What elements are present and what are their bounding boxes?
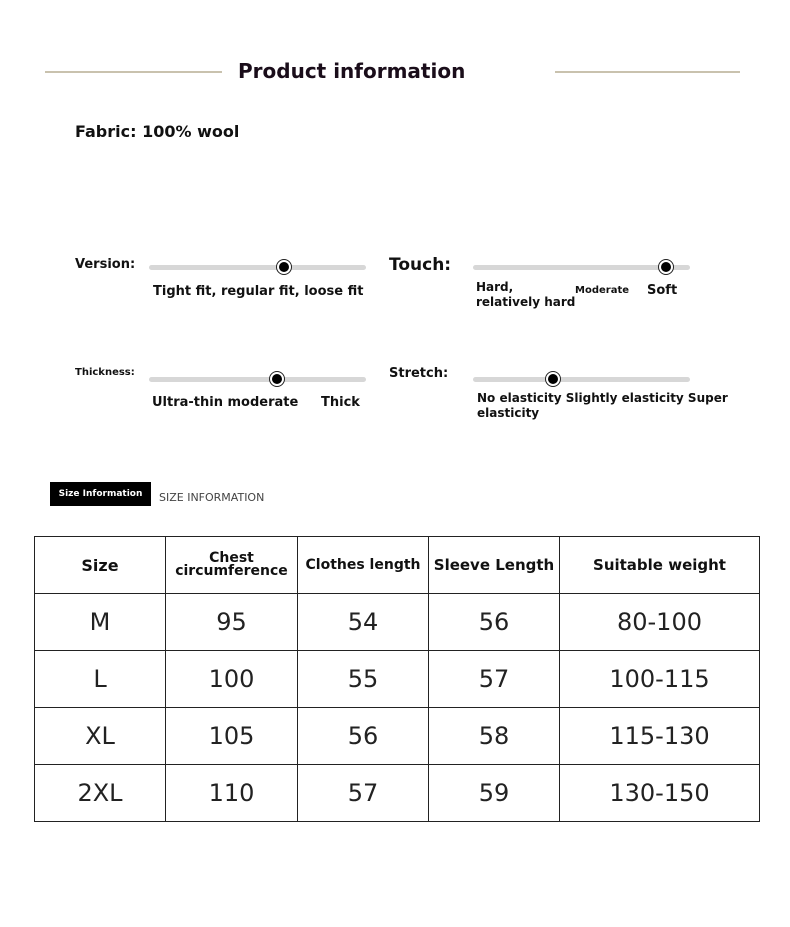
version-slider-track: [149, 265, 366, 270]
table-row: [35, 708, 760, 765]
size-info-badge: Size Information: [50, 482, 151, 506]
size-info-subtitle: SIZE INFORMATION: [159, 491, 265, 504]
cell-clothes-length: 57: [298, 765, 429, 822]
cell-clothes-length: 56: [298, 708, 429, 765]
touch-label: Touch:: [389, 255, 452, 275]
stretch-scale-text-1: No elasticity Slightly elasticity Super: [477, 391, 728, 405]
thickness-slider-track: [149, 377, 366, 382]
table-header-row: [35, 537, 760, 594]
thickness-ultra-text: Ultra-thin moderate: [152, 395, 299, 410]
cell-sleeve-length: 58: [429, 708, 560, 765]
page-title: Product information: [238, 59, 466, 83]
cell-chest: 110: [166, 765, 298, 822]
touch-slider-knob: [658, 259, 674, 275]
table-row: [35, 651, 760, 708]
thickness-label: Thickness:: [75, 367, 135, 378]
header-rule-left: [45, 71, 222, 73]
cell-chest: 105: [166, 708, 298, 765]
thickness-slider-knob: [269, 371, 285, 387]
header-chest: Chest circumference: [166, 537, 298, 594]
size-table: [34, 536, 760, 822]
version-label: Version:: [75, 257, 136, 272]
version-scale-text: Tight fit, regular fit, loose fit: [153, 284, 364, 299]
thickness-thick-text: Thick: [321, 395, 360, 410]
touch-hard-text-2: relatively hard: [476, 295, 576, 309]
fabric-info: Fabric: 100% wool: [75, 122, 240, 141]
cell-sleeve-length: 59: [429, 765, 560, 822]
header-clothes-length: Clothes length: [298, 537, 429, 594]
cell-sleeve-length: 57: [429, 651, 560, 708]
cell-size: M: [35, 594, 166, 651]
cell-clothes-length: 55: [298, 651, 429, 708]
stretch-scale-text-2: elasticity: [477, 406, 540, 420]
header-size: Size: [35, 537, 166, 594]
cell-size: 2XL: [35, 765, 166, 822]
table-row: [35, 594, 760, 651]
cell-size: L: [35, 651, 166, 708]
cell-suitable-weight: 130-150: [560, 765, 760, 822]
header-suitable-weight: Suitable weight: [560, 537, 760, 594]
header-sleeve-length: Sleeve Length: [429, 537, 560, 594]
cell-suitable-weight: 115-130: [560, 708, 760, 765]
touch-hard-text: Hard,: [476, 280, 514, 294]
version-slider-knob: [276, 259, 292, 275]
stretch-slider-track: [473, 377, 690, 382]
cell-chest: 100: [166, 651, 298, 708]
touch-soft-text: Soft: [647, 283, 678, 298]
cell-suitable-weight: 100-115: [560, 651, 760, 708]
header-rule-right: [555, 71, 740, 73]
table-row: [35, 765, 760, 822]
cell-sleeve-length: 56: [429, 594, 560, 651]
cell-suitable-weight: 80-100: [560, 594, 760, 651]
cell-chest: 95: [166, 594, 298, 651]
stretch-label: Stretch:: [389, 366, 449, 381]
stretch-slider-knob: [545, 371, 561, 387]
touch-moderate-text: Moderate: [575, 285, 630, 296]
cell-clothes-length: 54: [298, 594, 429, 651]
cell-size: XL: [35, 708, 166, 765]
